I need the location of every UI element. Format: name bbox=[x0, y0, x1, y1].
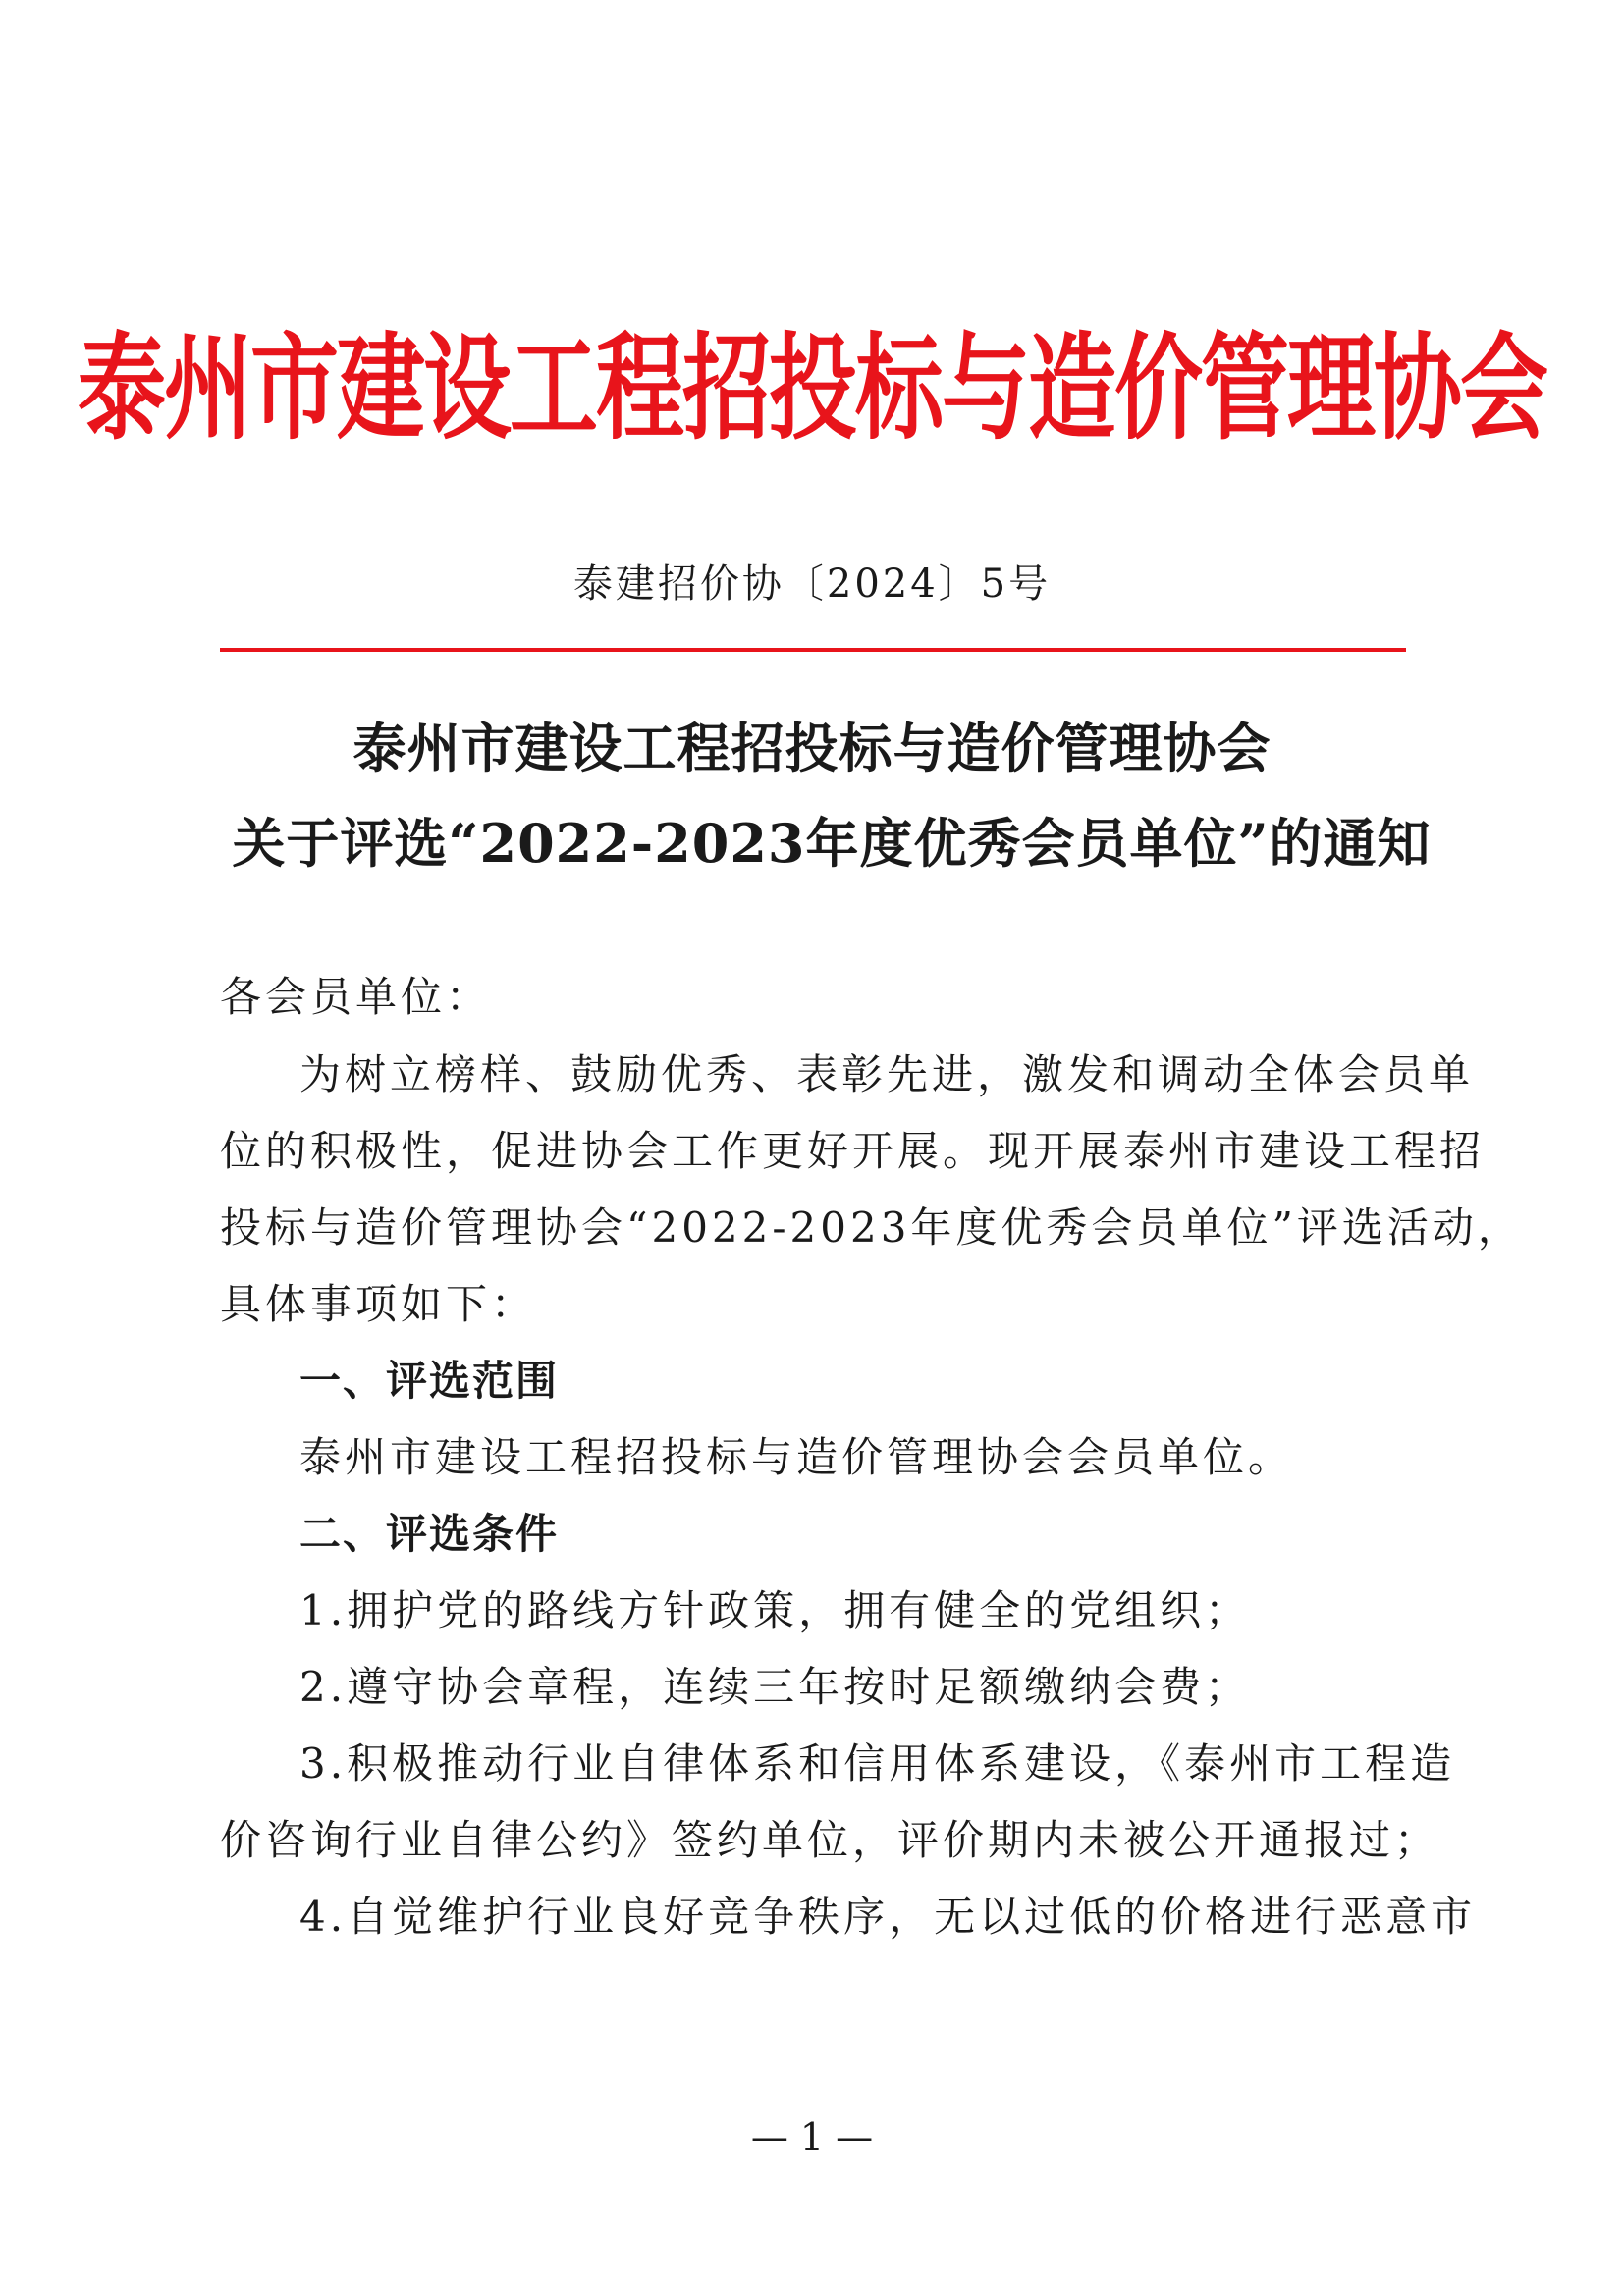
criteria-item: 1.拥护党的路线方针政策，拥有健全的党组织； bbox=[299, 1586, 1251, 1634]
criteria-item: 3.积极推动行业自律体系和信用体系建设，《泰州市工程造 bbox=[299, 1739, 1456, 1788]
page-number: — 1 — bbox=[750, 2115, 874, 2159]
criteria-item: 4.自觉维护行业良好竞争秩序，无以过低的价格进行恶意市 bbox=[299, 1893, 1477, 1941]
notice-title-line-1: 泰州市建设工程招投标与造价管理协会 bbox=[352, 717, 1272, 779]
section-heading-criteria: 二、评选条件 bbox=[299, 1510, 560, 1558]
section-scope-text: 泰州市建设工程招投标与造价管理协会会员单位。 bbox=[299, 1433, 1294, 1481]
letterhead-org-name: 泰州市建设工程招投标与造价管理协会 bbox=[78, 322, 1546, 456]
salutation: 各会员单位： bbox=[220, 973, 492, 1021]
document-number: 泰建招价协〔2024〕5号 bbox=[572, 561, 1052, 607]
letterhead-red-divider bbox=[220, 648, 1406, 652]
intro-line: 投标与造价管理协会“2022-2023年度优秀会员单位”评选活动， bbox=[220, 1203, 1523, 1252]
notice-title-line-2: 关于评选“2022-2023年度优秀会员单位”的通知 bbox=[232, 812, 1432, 875]
section-heading-scope: 一、评选范围 bbox=[299, 1357, 560, 1405]
intro-line: 为树立榜样、鼓励优秀、表彰先进，激发和调动全体会员单 bbox=[299, 1050, 1475, 1098]
criteria-item-continuation: 价咨询行业自律公约》签约单位，评价期内未被公开通报过； bbox=[220, 1816, 1440, 1864]
criteria-item: 2.遵守协会章程，连续三年按时足额缴纳会费； bbox=[299, 1663, 1251, 1711]
intro-line: 具体事项如下： bbox=[220, 1280, 537, 1328]
intro-line: 位的积极性，促进协会工作更好开展。现开展泰州市建设工程招 bbox=[220, 1127, 1486, 1175]
